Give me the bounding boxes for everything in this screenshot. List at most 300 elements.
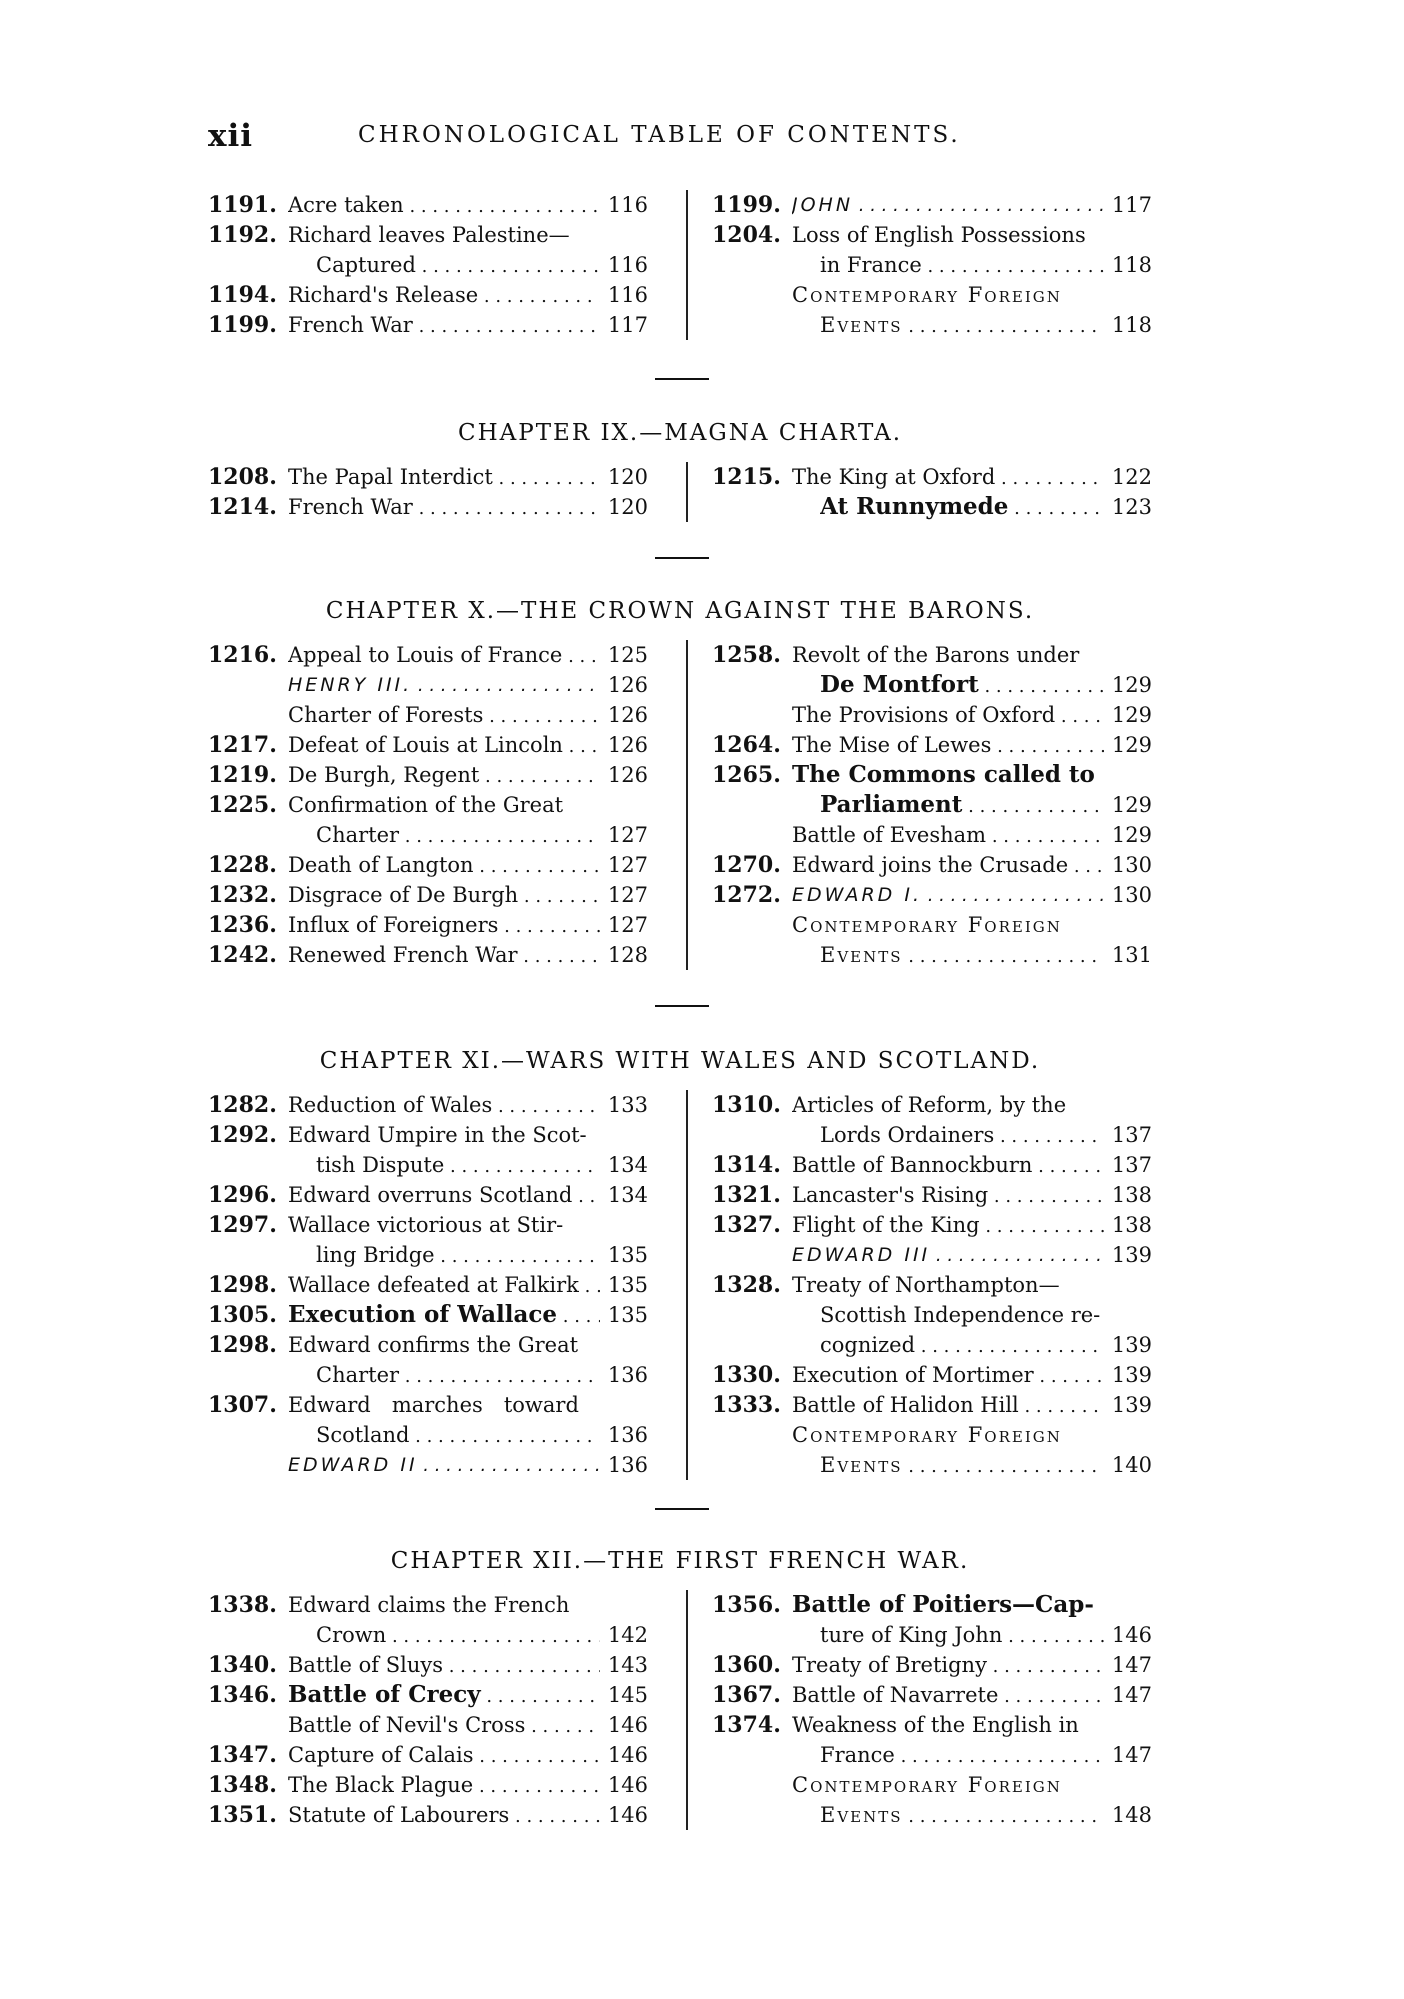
toc-year: 1264. [712, 732, 781, 758]
toc-entry [208, 880, 648, 910]
toc-page-number: 138 [1111, 1213, 1152, 1237]
toc-text: Defeat of Louis at Lincoln . . . [288, 730, 600, 762]
toc-text: Revolt of the Barons under [792, 643, 1080, 667]
toc-year: 1321. [712, 1182, 781, 1208]
toc-year: 1327. [712, 1212, 781, 1238]
toc-year: 1214. [208, 494, 277, 520]
toc-line [712, 1420, 1152, 1450]
toc-year: 1347. [208, 1742, 277, 1768]
toc-year: 1192. [208, 222, 277, 248]
toc-line [712, 1330, 1152, 1360]
toc-line [712, 1620, 1152, 1650]
toc-entry [208, 1270, 648, 1300]
toc-text: Scotland . . . [316, 1420, 600, 1452]
toc-page-number: 146 [1111, 1623, 1152, 1647]
toc-line [712, 1390, 1152, 1420]
toc-text: Events . . . [820, 1800, 1104, 1832]
toc-entry [712, 1270, 1152, 1360]
toc-text: Richard leaves Palestine— [288, 223, 570, 247]
toc-page-number: 127 [607, 883, 648, 907]
toc-page-number: 126 [607, 673, 648, 697]
toc-year: 1330. [712, 1362, 781, 1388]
toc-text: Confirmation of the Great [288, 793, 564, 817]
toc-line [208, 250, 648, 280]
toc-text: Charter . . . [316, 820, 600, 852]
toc-year: 1333. [712, 1392, 781, 1418]
toc-entry [208, 940, 648, 970]
toc-text: Weakness of the English in [792, 1713, 1079, 1737]
toc-text: Edward confirms the Great [288, 1333, 579, 1357]
chapter-title: CHAPTER IX.—MAGNA CHARTA. [457, 420, 903, 446]
toc-entry [712, 730, 1152, 760]
toc-text: Richard's Release . . . [288, 280, 600, 312]
chapter-title: CHAPTER X.—THE CROWN AGAINST THE BARONS. [325, 598, 1035, 624]
toc-line [712, 310, 1152, 340]
toc-year: 1232. [208, 882, 277, 908]
toc-entry [712, 880, 1152, 910]
right-column [712, 640, 1152, 970]
toc-page-number: 136 [607, 1453, 648, 1477]
toc-text: Treaty of Bretigny . . . [792, 1650, 1104, 1682]
toc-text: Charter . . . [316, 1360, 600, 1392]
toc-page-number: 127 [607, 853, 648, 877]
chapter-title: CHAPTER XII.—THE FIRST FRENCH WAR. [390, 1548, 970, 1574]
section-1 [208, 462, 1152, 522]
toc-line [712, 850, 1152, 880]
toc-text: Battle of Evesham . . . [792, 820, 1104, 852]
toc-line [208, 1180, 648, 1210]
toc-page-number: 138 [1111, 1183, 1152, 1207]
toc-line [712, 880, 1152, 910]
toc-year: 1348. [208, 1772, 277, 1798]
toc-line [208, 1360, 648, 1390]
toc-entry [208, 850, 648, 880]
toc-text: Execution of Wallace . . . [288, 1300, 600, 1332]
toc-page-number: 139 [1111, 1393, 1152, 1417]
toc-line [712, 250, 1152, 280]
toc-line [208, 730, 648, 760]
left-column [208, 1090, 648, 1480]
toc-page-number: 147 [1111, 1653, 1152, 1677]
toc-line [712, 1120, 1152, 1150]
toc-entry [208, 280, 648, 310]
toc-entry [208, 1590, 648, 1650]
toc-text: Wallace defeated at Falkirk . . . [288, 1270, 600, 1302]
toc-line [208, 670, 648, 700]
toc-line [208, 880, 648, 910]
toc-line [712, 1740, 1152, 1770]
toc-entry [208, 1770, 648, 1800]
toc-page-number: 145 [607, 1683, 648, 1707]
toc-text: EDWARD I. . . . [792, 880, 1104, 911]
toc-line [712, 670, 1152, 700]
toc-text: in France . . . [820, 250, 1104, 282]
toc-year: 1296. [208, 1182, 277, 1208]
toc-year: 1328. [712, 1272, 781, 1298]
toc-line [712, 280, 1152, 310]
toc-line [208, 1740, 648, 1770]
toc-entry [712, 1390, 1152, 1420]
toc-line [712, 1300, 1152, 1330]
toc-page-number: 129 [1111, 793, 1152, 817]
toc-line [208, 760, 648, 790]
toc-line [208, 820, 648, 850]
toc-text: Loss of English Possessions [792, 223, 1086, 247]
toc-entry [712, 1680, 1152, 1710]
toc-entry [208, 492, 648, 522]
toc-line [208, 1710, 648, 1740]
toc-text: The King at Oxford . . . [792, 462, 1104, 494]
toc-year: 1297. [208, 1212, 277, 1238]
column-divider [686, 1090, 688, 1480]
toc-text: The Papal Interdict . . . [288, 462, 600, 494]
toc-entry [712, 640, 1152, 730]
toc-page-number: 127 [607, 913, 648, 937]
toc-line [208, 1210, 648, 1240]
toc-year: 1298. [208, 1332, 277, 1358]
toc-page-number: 118 [1111, 313, 1152, 337]
toc-year: 1191. [208, 192, 277, 218]
toc-page-number: 130 [1111, 883, 1152, 907]
toc-entry [208, 1120, 648, 1180]
toc-entry [712, 910, 1152, 970]
toc-year: 1217. [208, 732, 277, 758]
toc-text: Appeal to Louis of France . . . [288, 640, 600, 672]
section-4 [208, 1590, 1152, 1830]
toc-page-number: 146 [607, 1803, 648, 1827]
toc-text: De Montfort . . . [820, 670, 1104, 702]
toc-line [712, 730, 1152, 760]
section-3 [208, 1090, 1152, 1480]
toc-text: Statute of Labourers . . . [288, 1800, 600, 1832]
toc-text: EDWARD II . . . [288, 1450, 600, 1481]
toc-page-number: 147 [1111, 1743, 1152, 1767]
toc-entry [208, 220, 648, 280]
left-column [208, 1590, 648, 1830]
toc-entry [712, 1420, 1152, 1480]
toc-page-number: 135 [607, 1243, 648, 1267]
toc-page-number: 129 [1111, 703, 1152, 727]
toc-text: Battle of Bannockburn . . . [792, 1150, 1104, 1182]
toc-line [208, 1650, 648, 1680]
toc-page-number: 137 [1111, 1123, 1152, 1147]
toc-line [712, 1360, 1152, 1390]
toc-line [208, 700, 648, 730]
toc-page-number: 116 [607, 193, 648, 217]
column-divider [686, 1590, 688, 1830]
toc-text: Charter of Forests . . . [288, 700, 600, 732]
toc-page-number: 133 [607, 1093, 648, 1117]
toc-text: Events . . . [820, 940, 1104, 972]
toc-entry [712, 220, 1152, 280]
toc-line [712, 1210, 1152, 1240]
toc-page-number: 126 [607, 763, 648, 787]
toc-text: Parliament . . . [820, 790, 1104, 822]
toc-text: Wallace victorious at Stir- [288, 1213, 564, 1237]
toc-page-number: 139 [1111, 1333, 1152, 1357]
toc-entry [712, 1650, 1152, 1680]
toc-line [712, 1590, 1152, 1620]
toc-page-number: 135 [607, 1273, 648, 1297]
toc-entry [208, 730, 648, 760]
toc-year: 1258. [712, 642, 781, 668]
toc-entry [712, 462, 1152, 522]
toc-text: cognized . . . [820, 1330, 1104, 1362]
toc-text: Contemporary Foreign [792, 913, 1062, 937]
toc-text: HENRY III. . . . [288, 670, 600, 701]
toc-text: Articles of Reform, by the [792, 1093, 1067, 1117]
toc-line [208, 492, 648, 522]
toc-year: 1265. [712, 762, 781, 788]
toc-text: Disgrace of De Burgh . . . [288, 880, 600, 912]
toc-line [208, 850, 648, 880]
toc-entry [208, 1740, 648, 1770]
toc-text: EDWARD III . . . [792, 1240, 1104, 1271]
toc-line [712, 1650, 1152, 1680]
toc-text: Battle of Halidon Hill . . . [792, 1390, 1104, 1422]
toc-page-number: 127 [607, 823, 648, 847]
running-title: CHRONOLOGICAL TABLE OF CONTENTS. [358, 122, 961, 148]
toc-line [712, 1090, 1152, 1120]
toc-line [208, 910, 648, 940]
toc-year: 1305. [208, 1302, 277, 1328]
toc-line [208, 462, 648, 492]
toc-entry [208, 1680, 648, 1740]
toc-year: 1272. [712, 882, 781, 908]
toc-year: 1215. [712, 464, 781, 490]
toc-page-number: 143 [607, 1653, 648, 1677]
toc-year: 1374. [712, 1712, 781, 1738]
toc-line [712, 910, 1152, 940]
toc-year: 1208. [208, 464, 277, 490]
toc-line [208, 190, 648, 220]
toc-line [712, 820, 1152, 850]
toc-page-number: 136 [607, 1423, 648, 1447]
toc-text: Renewed French War . . . [288, 940, 600, 972]
left-column [208, 190, 648, 340]
toc-line [712, 190, 1152, 220]
toc-text: At Runnymede . . . [820, 492, 1104, 524]
toc-text: Captured . . . [316, 250, 600, 282]
toc-text: Scottish Independence re- [820, 1303, 1101, 1327]
toc-page-number: 130 [1111, 853, 1152, 877]
toc-text: ture of King John . . . [820, 1620, 1104, 1652]
toc-line [712, 1770, 1152, 1800]
toc-year: 1225. [208, 792, 277, 818]
toc-line [712, 760, 1152, 790]
toc-year: 1242. [208, 942, 277, 968]
column-divider [686, 190, 688, 340]
toc-line [712, 640, 1152, 670]
toc-entry [712, 1710, 1152, 1770]
toc-page-number: 129 [1111, 823, 1152, 847]
toc-line [208, 1300, 648, 1330]
toc-line [208, 1590, 648, 1620]
toc-line [208, 1420, 648, 1450]
toc-page-number: 117 [1111, 193, 1152, 217]
toc-year: 1199. [712, 192, 781, 218]
toc-line [208, 1150, 648, 1180]
section-rule [655, 378, 709, 380]
toc-text: JOHN . . . [792, 190, 1104, 221]
toc-year: 1298. [208, 1272, 277, 1298]
toc-line [208, 310, 648, 340]
toc-year: 1199. [208, 312, 277, 338]
toc-text: Contemporary Foreign [792, 283, 1062, 307]
toc-year: 1204. [712, 222, 781, 248]
toc-line [712, 940, 1152, 970]
toc-entry [712, 760, 1152, 850]
toc-line [208, 1770, 648, 1800]
toc-text: De Burgh, Regent . . . [288, 760, 600, 792]
toc-entry [208, 462, 648, 492]
toc-entry [208, 1090, 648, 1120]
toc-text: Execution of Mortimer . . . [792, 1360, 1104, 1392]
toc-text: ling Bridge . . . [316, 1240, 600, 1272]
toc-page-number: 142 [607, 1623, 648, 1647]
toc-year: 1310. [712, 1092, 781, 1118]
toc-year: 1236. [208, 912, 277, 938]
toc-page-number: 117 [607, 313, 648, 337]
toc-page-number: 122 [1111, 465, 1152, 489]
right-column [712, 190, 1152, 340]
toc-year: 1351. [208, 1802, 277, 1828]
toc-text: Edward marches toward [288, 1393, 579, 1417]
toc-text: Contemporary Foreign [792, 1423, 1062, 1447]
toc-line [712, 700, 1152, 730]
toc-line [208, 220, 648, 250]
toc-year: 1216. [208, 642, 277, 668]
toc-text: France . . . [820, 1740, 1104, 1772]
toc-text: Acre taken . . . [288, 190, 600, 222]
toc-page-number: 125 [607, 643, 648, 667]
toc-page-number: 116 [607, 283, 648, 307]
page-folio: xii [208, 118, 254, 154]
toc-line [208, 1330, 648, 1360]
toc-page-number: 140 [1111, 1453, 1152, 1477]
toc-entry [208, 1180, 648, 1210]
toc-line [208, 1800, 648, 1830]
column-divider [686, 640, 688, 970]
toc-text: Capture of Calais . . . [288, 1740, 600, 1772]
toc-page-number: 136 [607, 1363, 648, 1387]
toc-text: French War . . . [288, 310, 600, 342]
toc-entry [712, 1150, 1152, 1180]
toc-text: Battle of Poitiers—Cap- [792, 1591, 1094, 1618]
toc-line [208, 280, 648, 310]
toc-text: Influx of Foreigners . . . [288, 910, 600, 942]
right-column [712, 1590, 1152, 1830]
toc-text: Death of Langton . . . [288, 850, 600, 882]
toc-year: 1367. [712, 1682, 781, 1708]
toc-entry [712, 1180, 1152, 1210]
toc-page-number: 126 [607, 733, 648, 757]
toc-page-number: 116 [607, 253, 648, 277]
toc-page-number: 134 [607, 1153, 648, 1177]
toc-text: Treaty of Northampton— [792, 1273, 1060, 1297]
toc-page-number: 139 [1111, 1243, 1152, 1267]
toc-line [208, 790, 648, 820]
toc-entry [208, 190, 648, 220]
toc-text: Edward joins the Crusade . . . [792, 850, 1104, 882]
toc-page-number: 134 [607, 1183, 648, 1207]
toc-page-number: 120 [607, 465, 648, 489]
toc-line [712, 1800, 1152, 1830]
section-2 [208, 640, 1152, 970]
toc-text: Battle of Sluys . . . [288, 1650, 600, 1682]
toc-page-number: 118 [1111, 253, 1152, 277]
toc-page-number: 128 [607, 943, 648, 967]
toc-text: Edward overruns Scotland . . . [288, 1180, 600, 1212]
toc-text: The Black Plague . . . [288, 1770, 600, 1802]
toc-text: Battle of Nevil's Cross . . . [288, 1710, 600, 1742]
toc-entry [712, 1210, 1152, 1270]
toc-year: 1228. [208, 852, 277, 878]
toc-line [208, 1270, 648, 1300]
toc-page-number: 137 [1111, 1153, 1152, 1177]
toc-line [208, 1390, 648, 1420]
toc-entry [712, 280, 1152, 340]
toc-year: 1270. [712, 852, 781, 878]
toc-entry [208, 310, 648, 340]
toc-text: Flight of the King . . . [792, 1210, 1104, 1242]
toc-text: Events . . . [820, 310, 1104, 342]
toc-page-number: 129 [1111, 733, 1152, 757]
toc-line [712, 1240, 1152, 1270]
toc-page-number: 146 [607, 1773, 648, 1797]
toc-line [208, 1620, 648, 1650]
toc-year: 1307. [208, 1392, 277, 1418]
toc-text: Lords Ordainers . . . [820, 1120, 1104, 1152]
toc-entry [712, 1590, 1152, 1650]
toc-line [712, 1270, 1152, 1300]
section-rule [655, 557, 709, 559]
toc-year: 1194. [208, 282, 277, 308]
toc-line [712, 462, 1152, 492]
toc-page-number: 120 [607, 495, 648, 519]
toc-text: Crown . . . [316, 1620, 600, 1652]
toc-text: Battle of Navarrete . . . [792, 1680, 1104, 1712]
toc-page-number: 146 [607, 1743, 648, 1767]
right-column [712, 1090, 1152, 1480]
toc-page-number: 123 [1111, 495, 1152, 519]
toc-entry [208, 790, 648, 850]
toc-entry [208, 1300, 648, 1330]
left-column [208, 640, 648, 970]
toc-text: The Provisions of Oxford . . . [792, 700, 1104, 732]
toc-year: 1340. [208, 1652, 277, 1678]
toc-entry [208, 1800, 648, 1830]
toc-line [208, 1680, 648, 1710]
toc-year: 1292. [208, 1122, 277, 1148]
toc-text: The Mise of Lewes . . . [792, 730, 1104, 762]
toc-page-number: 148 [1111, 1803, 1152, 1827]
toc-page-number: 146 [607, 1713, 648, 1737]
toc-entry [208, 640, 648, 730]
toc-entry [208, 1330, 648, 1390]
chapter-title: CHAPTER XI.—WARS WITH WALES AND SCOTLAND. [319, 1048, 1041, 1074]
toc-line [712, 492, 1152, 522]
toc-year: 1314. [712, 1152, 781, 1178]
toc-line [712, 1180, 1152, 1210]
toc-entry [712, 190, 1152, 220]
toc-text: The Commons called to [792, 761, 1095, 788]
toc-entry [208, 1210, 648, 1270]
toc-line [712, 1450, 1152, 1480]
toc-entry [712, 1090, 1152, 1150]
toc-text: Events . . . [820, 1450, 1104, 1482]
toc-text: French War . . . [288, 492, 600, 524]
